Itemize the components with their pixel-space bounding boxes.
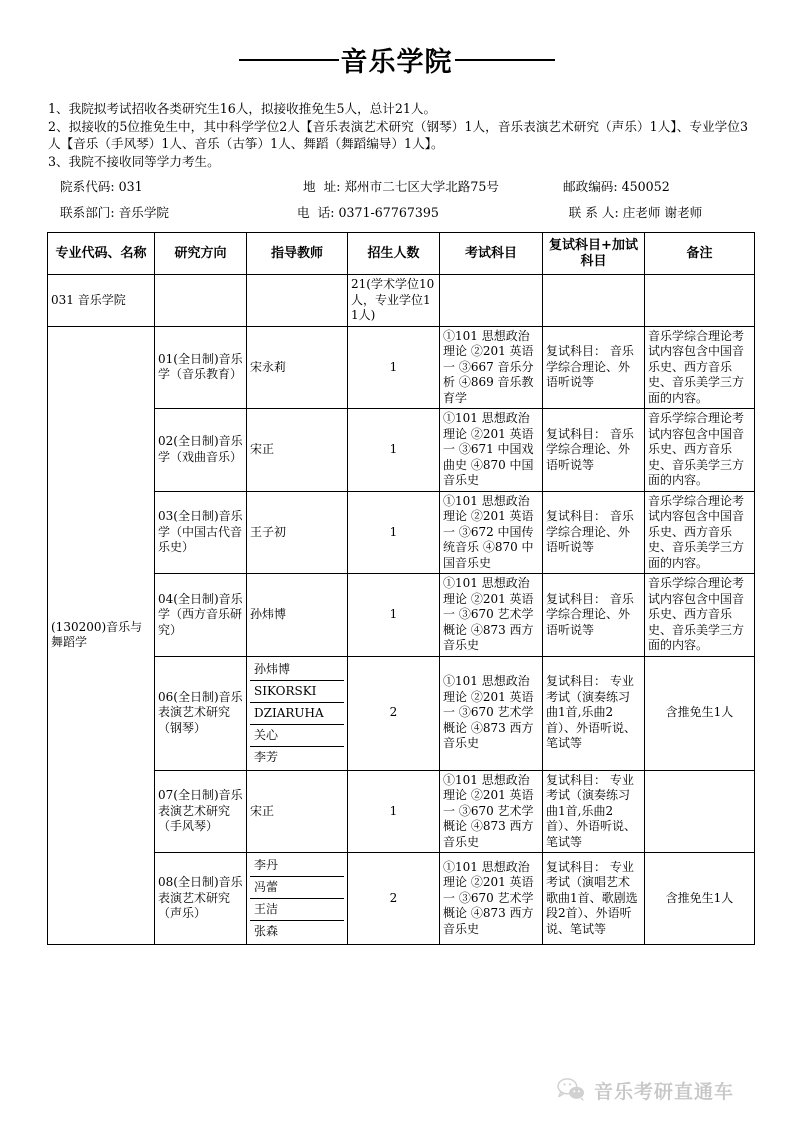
org-retest (543, 275, 645, 327)
row-teacher-list (247, 656, 348, 770)
contact-dept-value: 音乐学院 (118, 205, 170, 220)
row-exam: ①101 思想政治理论 ②201 英语一 ③670 艺术学概论 ④873 西方音乐史 (440, 853, 543, 945)
contact-dept-label: 联系部门: (60, 205, 115, 220)
row-remark: 音乐学综合理论考试内容包含中国音乐史、西方音乐史、音乐美学三方面的内容。 (645, 326, 755, 409)
header-major-code: 专业代码、名称 (48, 233, 155, 275)
row-retest: 复试科目： 音乐学综合理论、外语听说等 (543, 491, 645, 574)
contact-dept-field (48, 202, 297, 221)
teacher-item: 孙炜博 (250, 659, 344, 681)
table-header-row (48, 233, 755, 275)
row-retest: 复试科目： 专业考试（演奏练习曲1首,乐曲2首）、外语听说、笔试等 (543, 656, 645, 770)
teacher-item: SIKORSKI (250, 680, 344, 702)
row-remark (645, 770, 755, 853)
watermark-label: 音乐考研直通车 (594, 1080, 735, 1103)
header-remarks: 备注 (645, 233, 755, 275)
table-row (48, 770, 755, 853)
watermark (556, 1072, 792, 1108)
table-row (48, 409, 755, 492)
contact-row-1 (48, 176, 754, 202)
row-exam: ①101 思想政治理论 ②201 英语一 ③672 中国传统音乐 ④870 中国音乐史 (440, 491, 543, 574)
table-row (48, 491, 755, 574)
title-row (239, 46, 555, 78)
table-row-organization (48, 275, 755, 327)
note-item-1: 1、我院拟考试招收各类研究生16人，拟接收推免生5人，总计21人。 (48, 101, 437, 116)
org-teacher (247, 275, 348, 327)
row-exam: ①101 思想政治理论 ②201 英语一 ③670 艺术学概论 ④873 西方音乐史 (440, 574, 543, 657)
row-number: 1 (348, 770, 440, 853)
row-teacher: 王子初 (247, 491, 348, 574)
address-label: 地 址: (303, 179, 341, 194)
row-number: 1 (348, 326, 440, 409)
org-exam (440, 275, 543, 327)
org-dir (155, 275, 247, 327)
row-teacher-list (247, 853, 348, 945)
contact-block (48, 176, 754, 228)
title-rule-left (239, 59, 339, 61)
row-remark: 含推免生1人 (645, 853, 755, 945)
note-item-3: 3、我院不接收同等学力考生。 (48, 153, 220, 169)
row-remark: 音乐学综合理论考试内容包含中国音乐史、西方音乐史、音乐美学三方面的内容。 (645, 574, 755, 657)
row-number: 2 (348, 853, 440, 945)
table-row (48, 656, 755, 770)
table-row (48, 574, 755, 657)
table-row (48, 326, 755, 409)
row-retest: 复试科目： 音乐学综合理论、外语听说等 (543, 326, 645, 409)
org-remark (645, 275, 755, 327)
row-number: 1 (348, 574, 440, 657)
header-enrollment: 招生人数 (348, 233, 440, 275)
postcode-value: 450052 (621, 179, 670, 194)
page-title-block (0, 48, 793, 76)
row-retest: 复试科目： 音乐学综合理论、外语听说等 (543, 409, 645, 492)
title-rule-right (455, 59, 555, 61)
row-exam: ①101 思想政治理论 ②201 英语一 ③671 中国戏曲史 ④870 中国音乐史 (440, 409, 543, 492)
row-teacher: 孙炜博 (247, 574, 348, 657)
teacher-item: 冯蕾 (250, 877, 344, 899)
row-direction: 07(全日制)音乐表演艺术研究（手风琴） (155, 770, 247, 853)
teacher-item: 王洁 (250, 899, 344, 921)
row-exam: ①101 思想政治理论 ②201 英语一 ③667 音乐分析 ④869 音乐教育学 (440, 326, 543, 409)
row-retest: 复试科目： 专业考试（演奏练习曲1首,乐曲2首）、外语听说、笔试等 (543, 770, 645, 853)
row-retest: 复试科目： 音乐学综合理论、外语听说等 (543, 574, 645, 657)
header-research-dir: 研究方向 (155, 233, 247, 275)
header-advisor: 指导教师 (247, 233, 348, 275)
admissions-table (47, 232, 755, 945)
row-direction: 02(全日制)音乐学（戏曲音乐） (155, 409, 247, 492)
postcode-label: 邮政编码: (563, 179, 618, 194)
phone-value: 0371-67767395 (338, 205, 439, 220)
row-remark: 音乐学综合理论考试内容包含中国音乐史、西方音乐史、音乐美学三方面的内容。 (645, 409, 755, 492)
table-row (48, 853, 755, 945)
address-field (303, 176, 563, 195)
header-retest-subjects: 复试科目+加试科目 (543, 233, 645, 275)
row-exam: ①101 思想政治理论 ②201 英语一 ③670 艺术学概论 ④873 西方音乐史 (440, 656, 543, 770)
contact-person-field (551, 202, 754, 221)
org-number: 21(学术学位10人，专业学位11人) (348, 275, 440, 327)
row-number: 1 (348, 491, 440, 574)
row-remark: 含推免生1人 (645, 656, 755, 770)
row-remark: 音乐学综合理论考试内容包含中国音乐史、西方音乐史、音乐美学三方面的内容。 (645, 491, 755, 574)
dept-code-field (48, 176, 303, 195)
note-item-2: 2、拟接收的5位推免生中，其中科学学位2人【音乐表演艺术研究（钢琴）1人，音乐表演艺术研究（声乐）1人】、专业学位3人【音乐（手风琴）1人、音乐（古筝）1人、舞蹈（舞蹈编导）1人】。 (48, 118, 748, 151)
row-exam: ①101 思想政治理论 ②201 英语一 ③670 艺术学概论 ④873 西方音乐史 (440, 770, 543, 853)
page-title: 音乐学院 (340, 46, 453, 78)
row-teacher: 宋正 (247, 409, 348, 492)
row-direction: 08(全日制)音乐表演艺术研究（声乐） (155, 853, 247, 945)
teacher-item: DZIARUHA (250, 702, 344, 724)
row-number: 1 (348, 409, 440, 492)
row-direction: 03(全日制)音乐学（中国古代音乐史） (155, 491, 247, 574)
row-teacher: 宋正 (247, 770, 348, 853)
row-teacher: 宋永莉 (247, 326, 348, 409)
teacher-item: 张森 (254, 924, 279, 938)
major-group-label: (130200)音乐与舞蹈学 (48, 326, 155, 945)
teacher-item: 李丹 (250, 855, 344, 877)
row-direction: 01(全日制)音乐学（音乐教育） (155, 326, 247, 409)
row-number: 2 (348, 656, 440, 770)
header-exam-subjects: 考试科目 (440, 233, 543, 275)
address-value: 郑州市二七区大学北路75号 (344, 179, 500, 194)
teacher-sub-table (250, 659, 344, 768)
org-name: 031 音乐学院 (48, 275, 155, 327)
row-direction: 04(全日制)音乐学（西方音乐研究） (155, 574, 247, 657)
contact-person-value: 庄老师 谢老师 (622, 205, 703, 220)
contact-person-label: 联 系 人: (568, 205, 619, 220)
row-direction: 06(全日制)音乐表演艺术研究（钢琴） (155, 656, 247, 770)
postcode-field (563, 176, 753, 195)
teacher-item: 关心 (250, 724, 344, 746)
contact-row-2 (48, 202, 754, 228)
admissions-table-wrap (47, 232, 754, 945)
notes-block (48, 100, 748, 170)
wechat-icon (556, 1077, 586, 1103)
dept-code-value: 031 (118, 179, 143, 194)
teacher-item: 李芳 (254, 749, 279, 764)
teacher-sub-table (250, 855, 344, 942)
row-retest: 复试科目： 专业考试（演唱艺术歌曲1首、歌剧选段2首）、外语听说、笔试等 (543, 853, 645, 945)
dept-code-label: 院系代码: (60, 179, 115, 194)
phone-label: 电 话: (297, 205, 335, 220)
phone-field (297, 202, 551, 221)
